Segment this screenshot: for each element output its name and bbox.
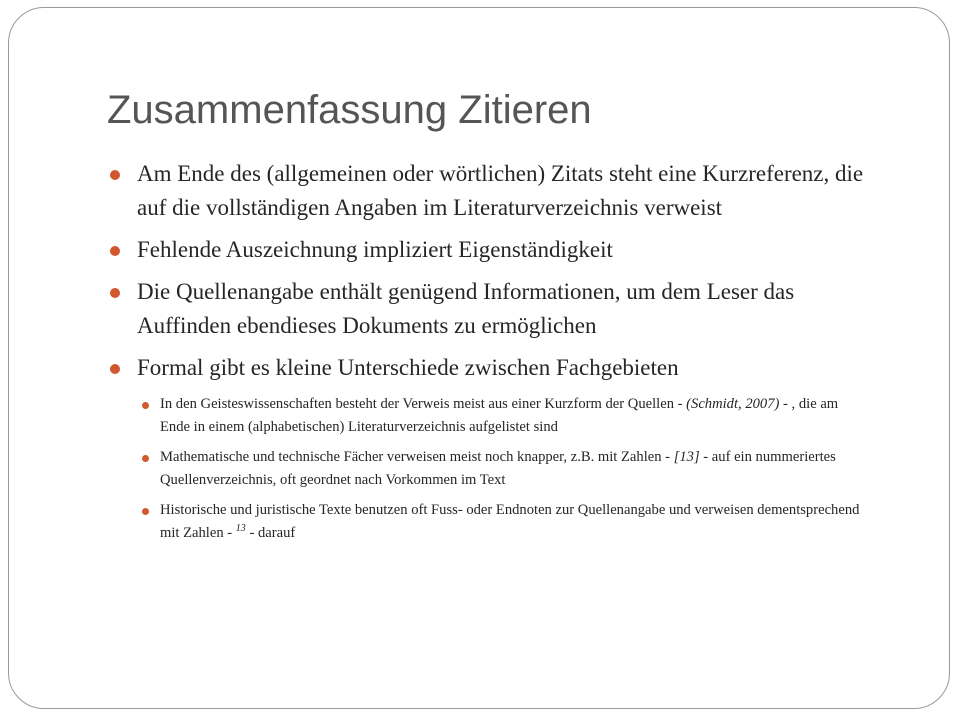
- sub-bullet-text-after: - darauf: [245, 525, 296, 541]
- citation-example: (Schmidt, 2007): [686, 396, 780, 412]
- sub-bullet-item: [137, 393, 867, 439]
- sub-bullet-dot-icon: [142, 508, 149, 515]
- sub-bullet-dot-icon: [142, 455, 149, 462]
- citation-example: 13: [235, 523, 246, 535]
- sub-bullet-text-before: In den Geisteswissenschaften besteht der Verweis meist aus einer Kurzform der Quellen -: [160, 396, 687, 412]
- sub-bullet-item: [137, 499, 867, 545]
- bullet-text: Formal gibt es kleine Unterschiede zwischen Fachgebieten: [137, 355, 679, 380]
- bullet-item: [107, 233, 867, 267]
- sub-bullet-text-after: - , die am Ende in einem (alphabetischen) Literaturverzeichnis aufgelistet sind: [160, 396, 839, 435]
- bullet-item: [107, 351, 867, 385]
- slide-title: Zusammenfassung Zitieren: [107, 88, 592, 132]
- bullet-text: Die Quellenangabe enthält genügend Informationen, um dem Leser das Auffinden ebendieses Dokuments zu ermöglichen: [137, 279, 795, 338]
- sub-bullet-list: [137, 393, 867, 545]
- bullet-dot-icon: [110, 170, 120, 180]
- bullet-dot-icon: [110, 246, 120, 256]
- sub-bullet-text-before: Mathematische und technische Fächer verweisen meist noch knapper, z.B. mit Zahlen -: [160, 449, 674, 465]
- bullet-text: Fehlende Auszeichnung impliziert Eigenständigkeit: [137, 237, 613, 262]
- bullet-dot-icon: [110, 364, 120, 374]
- sub-bullet-item: [137, 446, 867, 492]
- sub-bullet-text-before: Historische und juristische Texte benutzen oft Fuss- oder Endnoten zur Quellenangabe und verweisen dementsprechend mit Zahlen -: [160, 502, 860, 541]
- bullet-text: Am Ende des (allgemeinen oder wörtlichen) Zitats steht eine Kurzreferenz, die auf die vollständigen Angaben im Literaturverzeichnis verweist: [137, 161, 864, 220]
- bullet-item: [107, 157, 867, 225]
- citation-example: [13]: [673, 449, 700, 465]
- sub-bullet-text: [160, 396, 838, 435]
- sub-bullet-text: [160, 449, 836, 488]
- sub-bullet-dot-icon: [142, 402, 149, 409]
- sub-bullet-text-after: - auf ein nummeriertes Quellenverzeichnis, oft geordnet nach Vorkommen im Text: [160, 449, 836, 488]
- bullet-item: [107, 275, 867, 343]
- bullet-dot-icon: [110, 288, 120, 298]
- slide-content: [107, 157, 867, 552]
- sub-bullet-text: [160, 502, 859, 541]
